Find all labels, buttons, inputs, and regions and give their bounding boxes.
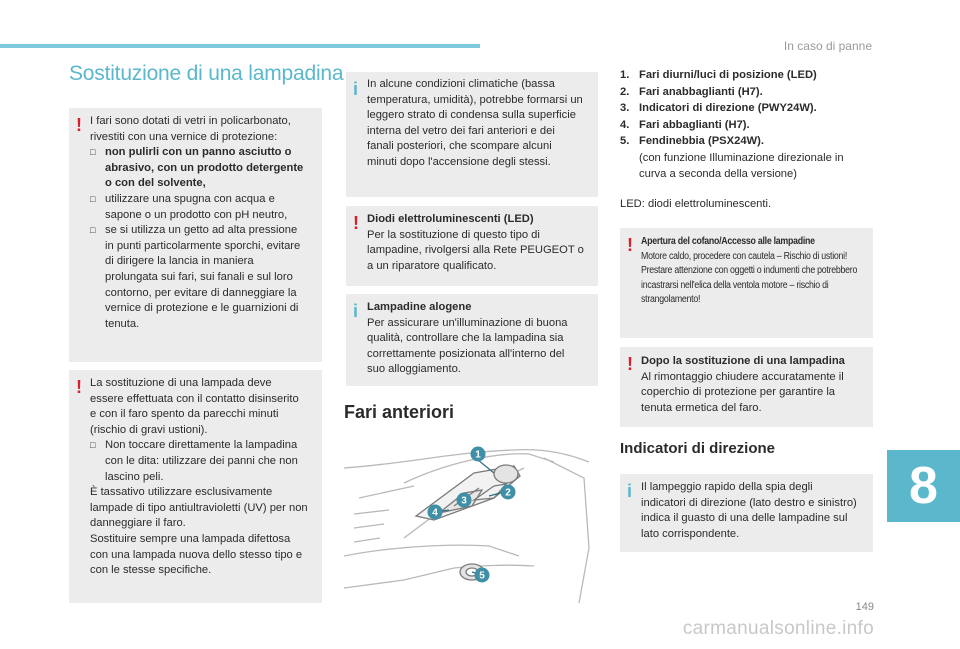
- box5-text: Per assicurare un'illuminazione di buona qualità, controllare che la lampadina sia correttamente posizionata all'interno del suo alloggiamento.: [367, 316, 568, 376]
- info-icon: i: [353, 79, 359, 99]
- warning-icon: !: [627, 235, 633, 255]
- box5-title: Lampadine alogene: [367, 301, 472, 313]
- bullet-icon: □: [90, 225, 96, 236]
- list-item: 1. Fari diurni/luci di posizione (LED): [620, 69, 817, 81]
- indicatori-heading: Indicatori di direzione: [620, 440, 776, 457]
- bullet-icon: □: [90, 440, 96, 451]
- section-label: In caso di panne: [783, 39, 872, 53]
- list-item: 5. Fendinebbia (PSX24W).: [620, 135, 764, 148]
- top-accent-bar: [0, 44, 480, 48]
- after-replacement-warning-box: [620, 347, 873, 427]
- bulb-list: [620, 68, 860, 182]
- info-icon: i: [627, 481, 633, 501]
- box1-intro: I fari sono dotati di vetri in policarbonato, rivestiti con una vernice di protezione:: [90, 115, 291, 143]
- box3-text: In alcune condizioni climatiche (bassa temperatura, umidità), potrebbe formarsi un leggero strato di condensa sulla superficie interna del vetro dei fari anteriori e dei fanali posteriori, che scompare alcuni minuti dopo l'accensione degli stessi.: [367, 78, 583, 168]
- list-item: □ non pulirli con un panno asciutto o abrasivo, con un prodotto detergente o con del solvente,: [90, 146, 304, 190]
- fari-anteriori-heading: Fari anteriori: [344, 402, 455, 422]
- warning-icon: !: [353, 213, 359, 233]
- headlight-illustration: [344, 438, 596, 606]
- bullet-icon: □: [90, 147, 96, 158]
- list-item-note: (con funzione Illuminazione direzionale in curva a seconda della versione): [639, 151, 844, 180]
- watermark: carmanualsonline.info: [682, 618, 874, 639]
- page-title: Sostituzione di una lampadina: [69, 62, 344, 85]
- box8-text: Il lampeggio rapido della spia degli indicatori di direzione (lato destro e sinistro) indica il guasto di una delle lampadine sul lato corrispondente.: [641, 481, 857, 540]
- box6-title: Apertura del cofano/Accesso alle lampadine: [641, 236, 815, 247]
- page-number: 149: [855, 601, 874, 613]
- box4-title: Diodi elettroluminescenti (LED): [367, 213, 534, 225]
- callout-4: 4: [432, 507, 438, 519]
- warning-icon: !: [76, 377, 82, 397]
- callout-1: 1: [475, 449, 481, 461]
- list-item: 2. Fari anabbaglianti (H7).: [620, 85, 763, 98]
- bonnet-access-warning-box: [620, 228, 873, 338]
- led-note: LED: diodi elettroluminescenti.: [620, 198, 772, 210]
- box7-text: Al rimontaggio chiudere accuratamente il coperchio di protezione per garantire la tenuta ermetica del faro.: [641, 370, 844, 414]
- box6-line2: Prestare attenzione con oggetti o indumenti che potrebbero incastrarsi nell'elica della ventola motore – rischio di strangolamento!: [641, 265, 858, 306]
- warning-icon: !: [627, 354, 633, 374]
- chapter-tab: 8: [887, 450, 960, 522]
- polycarbonate-warning-box: [69, 108, 322, 362]
- callout-2: 2: [505, 487, 511, 499]
- condensation-info-box: [346, 72, 598, 197]
- led-warning-box: [346, 206, 598, 286]
- list-item: □ utilizzare una spugna con acqua e sapone o un prodotto con pH neutro,: [90, 192, 288, 221]
- warning-icon: !: [76, 115, 82, 135]
- callout-5: 5: [479, 570, 485, 582]
- callout-3: 3: [461, 495, 467, 507]
- box2-p3: Sostituire sempre una lampada difettosa con una lampada nuova dello stesso tipo e con le stesse specifiche.: [90, 532, 303, 577]
- list-item: □ Non toccare direttamente la lampadina con le dita: utilizzare dei panni che non lascino peli.: [90, 439, 298, 483]
- list-item: 4. Fari abbaglianti (H7).: [620, 118, 750, 131]
- box6-line1: Motore caldo, procedere con cautela – Rischio di ustioni!: [641, 250, 848, 262]
- indicator-info-box: [620, 474, 873, 552]
- list-item: 3. Indicatori di direzione (PWY24W).: [620, 102, 817, 115]
- box7-title: Dopo la sostituzione di una lampadina: [641, 355, 845, 367]
- box4-text: Per la sostituzione di questo tipo di lampadine, rivolgersi alla Rete PEUGEOT o a un riparatore qualificato.: [367, 228, 584, 272]
- lamp-replacement-warning-box: [69, 370, 322, 603]
- box2-p2: È tassativo utilizzare esclusivamente lampade di tipo antiultravioletti (UV) per non danneggiare il faro.: [90, 486, 308, 530]
- bullet-icon: □: [90, 193, 96, 204]
- box2-p1: La sostituzione di una lampada deve essere effettuata con il contatto disinserito e con il faro spento da parecchi minuti (rischio di gravi ustioni).: [90, 377, 299, 436]
- list-item: □ se si utilizza un getto ad alta pressione in punti particolarmente sporchi, evitare di dirigere la lancia in maniera prolungata sui fari, sui fanali e sul loro contorno, per evitare di danneggiare la vernice di protezione e le guarnizioni di tenuta.: [90, 224, 301, 330]
- halogen-info-box: [346, 294, 598, 386]
- info-icon: i: [353, 301, 359, 321]
